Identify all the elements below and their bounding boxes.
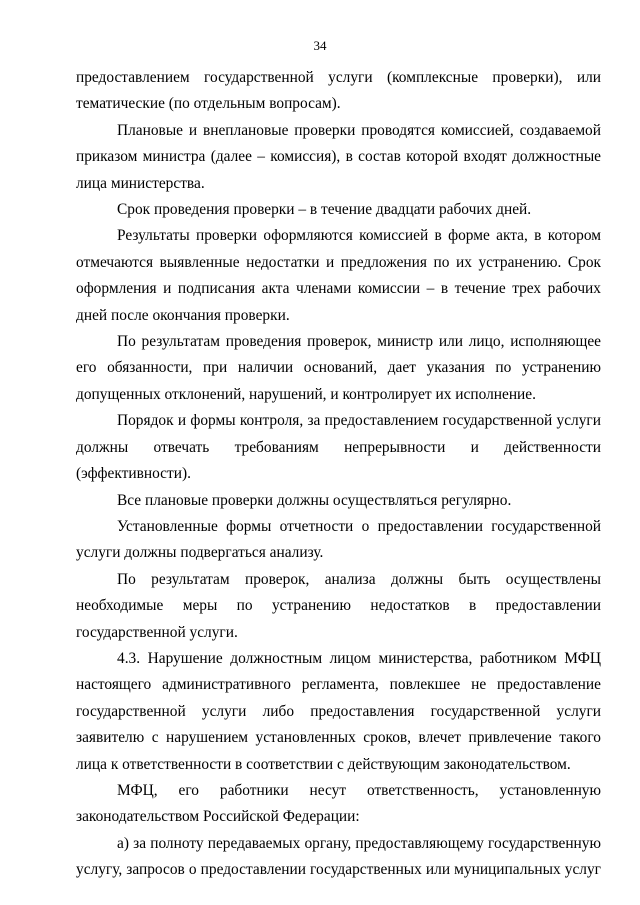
- paragraph-commission: Плановые и внеплановые проверки проводятся комиссией, создаваемой приказом министра (далее – комиссия), в состав которой входят должностные лица министерства.: [76, 121, 601, 192]
- paragraph-item-a: а) за полноту передаваемых органу, предоставляющему государственную услугу, запросов о предоставлении государственных или муниципальных услуг: [76, 834, 601, 879]
- paragraph-regular-inspections: Все плановые проверки должны осуществляться регулярно.: [117, 491, 512, 509]
- paragraph-corrective-measures: По результатам проверок, анализа должны быть осуществлены необходимые меры по устранению недостатков в предоставлении государственной услуги.: [76, 570, 601, 641]
- paragraph-inspection-term: Срок проведения проверки – в течение двадцати рабочих дней.: [117, 201, 532, 219]
- paragraph-control-requirements: Порядок и формы контроля, за предоставлением государственной услуги должны отвечать требованиям непрерывности и действенности (эффективности).: [76, 412, 601, 483]
- paragraph-inspection-results: Результаты проверки оформляются комиссией в форме акта, в котором отмечаются выявленные недостатки и предложения по их устранению. Срок оформления и подписания акта членами комиссии – в течение трех рабочих дней после окончания проверки.: [76, 227, 601, 324]
- paragraph-reporting-analysis: Установленные формы отчетности о предоставлении государственной услуги должны подвергаться анализу.: [76, 517, 601, 562]
- paragraph-section-4-3: 4.3. Нарушение должностным лицом министерства, работником МФЦ настоящего административного регламента, повлекшее не предоставление государственной услуги либо предоставления государственной услуги заявителю с нарушением установленных сроков, влечет привлечение такого лица к ответственности в соответствии с действующим законодательством.: [76, 649, 601, 773]
- paragraph-minister-instructions: По результатам проведения проверок, министр или лицо, исполняющее его обязанности, при наличии оснований, дает указания по устранению допущенных отклонений, нарушений, и контролирует их исполнение.: [76, 333, 601, 403]
- paragraph-mfc-responsibility: МФЦ, его работники несут ответственность, установленную законодательством Российской Федерации:: [76, 781, 601, 826]
- paragraph-continuation: предоставлением государственной услуги (комплексные проверки), или тематические (по отдельным вопросам).: [76, 69, 601, 113]
- document-body: [76, 65, 601, 884]
- page-number: 34: [313, 38, 327, 53]
